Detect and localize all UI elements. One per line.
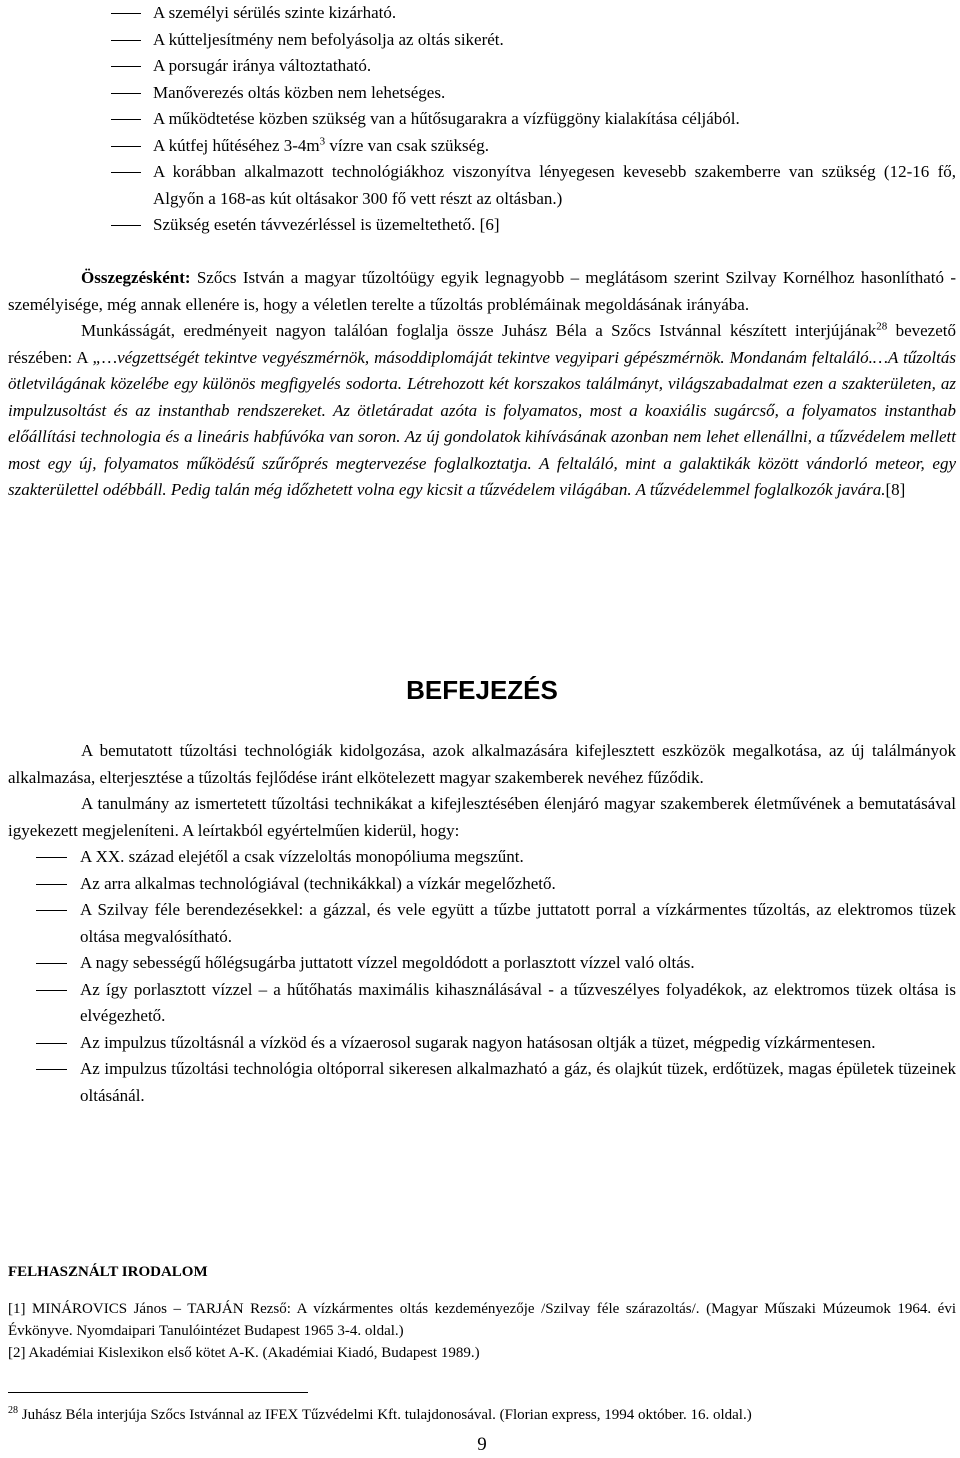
- list-item: [8, 977, 956, 1030]
- dash-bullet: [111, 172, 141, 173]
- top-bullet-list: [8, 0, 956, 239]
- list-item: [8, 871, 956, 898]
- dash-bullet: [111, 93, 141, 94]
- list-item-text: Az impulzus tűzoltási technológia oltóporral sikeresen alkalmazható a gáz, és olajkút tüzek, erdőtüzek, magas épületek tüzeinek oltásánál.: [80, 1059, 956, 1105]
- list-item-text: A kútteljesítmény nem befolyásolja az oltás sikerét.: [153, 29, 504, 49]
- reference-item: [1] MINÁROVICS János – TARJÁN Rezső: A vízkármentes oltás kezdeményezője /Szilvay féle szárazoltás/. (Magyar Műszaki Múzeumok 1964. évi Évkönyve. Nyomdaipari Tanulóintézet Budapest 1965 3-4. oldal.): [8, 1301, 956, 1339]
- dash-bullet: [36, 857, 67, 858]
- list-item: [8, 53, 956, 80]
- quote-text: „…végzettségét tekintve vegyészmérnök, másoddiplomáját tekintve vegyipari gépészmérnök. Mondanám feltaláló.…A tűzoltás ötletvilágának közelébe egy különös megfigyelés sodorta. Létrehozott két korszakos találmányt, világszabadalmat ezen a szakterületen, az impulzusoltást és az instanthab rendszereket. Az ötletáradat azóta is folyamatos, most a koaxiális sugárcső, a folyamatos instanthab előállítási technologia és a lineáris habfúvóka van soron. Az új gondolatok kihívásának azonban nem lehet ellenállni, a tűzvédelem mellett most egy új, folyamatos működésű szűrőprés megtervezése foglalkoztatja. A feltaláló, mint a galaktikák között vándorló meteor, egy szakterülettel odébbáll. Pedig talán még időzhetett volna egy kicsit a tűzvédelem világában. A tűzvédelemmel foglalkozók javára.: [8, 347, 956, 499]
- list-item-text: A nagy sebességű hőlégsugárba juttatott vízzel megoldódott a porlasztott vízzel való oltás.: [80, 953, 695, 972]
- footnote-separator: [8, 1392, 308, 1393]
- list-item-text: Manőverezés oltás közben nem lehetséges.: [153, 82, 446, 102]
- list-item-text: Az arra alkalmas technológiával (technikákkal) a vízkár megelőzhető.: [80, 873, 556, 893]
- summary-lead: Összegzésként:: [81, 268, 191, 287]
- list-item-text: Szükség esetén távvezérléssel is üzemeltethető. [6]: [153, 215, 500, 234]
- list-item-text: vízre van csak szükség.: [325, 135, 489, 155]
- list-item: [8, 133, 956, 160]
- dash-bullet: [111, 119, 141, 120]
- dash-bullet: [36, 1043, 67, 1044]
- dash-bullet: [36, 884, 67, 885]
- reference-item: [2] Akadémiai Kislexikon első kötet A-K. (Akadémiai Kiadó, Budapest 1989.): [8, 1345, 480, 1361]
- list-item: [8, 844, 956, 871]
- list-item-text: A személyi sérülés szinte kizárható.: [153, 3, 397, 22]
- list-item: [8, 950, 956, 977]
- list-item-text: A működtetése közben szükség van a hűtősugarakra a vízfüggöny kialakítása céljából.: [153, 109, 740, 128]
- conclusion-list: [8, 844, 956, 1109]
- dash-bullet: [111, 13, 141, 14]
- footnote: [8, 1404, 956, 1426]
- footnote-number: 28: [8, 1405, 18, 1416]
- summary-paragraph: [8, 265, 956, 318]
- section-heading: BEFEJEZÉS: [406, 675, 558, 705]
- work-paragraph: [8, 318, 956, 504]
- list-item: [8, 0, 956, 27]
- list-item: [8, 212, 956, 239]
- list-item: [8, 80, 956, 107]
- citation: [8]: [885, 480, 906, 499]
- list-item: [8, 897, 956, 950]
- list-item: [8, 1030, 956, 1057]
- list-item-text: A Szilvay féle berendezésekkel: a gázzal, és vele együtt a tűzbe juttatott porral a vízkármentes tűzoltás, az elektromos tüzek oltása megvalósítható.: [80, 900, 956, 946]
- paragraph-text: Munkásságát, eredményeit nagyon találóan foglalja össze Juhász Béla a Szőcs Istvánnal készített interjújának: [81, 321, 877, 340]
- list-item: [8, 27, 956, 54]
- dash-bullet: [111, 40, 141, 41]
- page-number: 9: [477, 1434, 487, 1455]
- list-item-text: A XX. század elejétől a csak vízzeloltás monopóliuma megszűnt.: [80, 847, 524, 866]
- list-item-text: Az így porlasztott vízzel – a hűtőhatás maximális kihasználásával - a tűzveszélyes folyadékok, az elektromos tüzek oltása is elvégezhető.: [80, 979, 956, 1025]
- paragraph: A bemutatott tűzoltási technológiák kidolgozása, azok alkalmazására kifejlesztett eszközök megalkotása, az új találmányok alkalmazása, elterjesztése a tűzoltás fejlődése iránt elkötelezett magyar szakemberek nevéhez fűződik.: [8, 741, 956, 787]
- superscript: 3: [319, 134, 326, 147]
- list-item: [8, 1056, 956, 1109]
- list-item-text: A kútfej hűtéséhez 3-4m: [153, 135, 320, 155]
- list-item-text: Az impulzus tűzoltásnál a vízköd és a vízaerosol sugarak nagyon hatásosan oltják a tüzet, mégpedig vízkármentesen.: [80, 1032, 876, 1052]
- dash-bullet: [111, 225, 141, 226]
- dash-bullet: [111, 146, 141, 147]
- dash-bullet: [111, 66, 141, 67]
- paragraph-text: bevezető részében: A: [8, 321, 956, 367]
- body-text: [8, 265, 956, 504]
- paragraph: A tanulmány az ismertetett tűzoltási technikákat a kifejlesztésében élenjáró magyar szakemberek életművének a bemutatásával igyekezett megjeleníteni. A leírtakból egyértelműen kiderül, hogy:: [8, 794, 956, 840]
- dash-bullet: [36, 910, 67, 911]
- dash-bullet: [36, 990, 67, 991]
- list-item: [8, 106, 956, 133]
- reference-list: [8, 1298, 956, 1364]
- conclusion-section: [8, 738, 956, 1109]
- dash-bullet: [36, 963, 67, 964]
- footnote-ref: 28: [876, 320, 888, 333]
- dash-bullet: [36, 1069, 67, 1070]
- list-item-text: A porsugár iránya változtatható.: [153, 56, 372, 75]
- footnote-text: Juhász Béla interjúja Szőcs Istvánnal az IFEX Tűzvédelmi Kft. tulajdonosával. (Florian express, 1994 október. 16. oldal.): [18, 1407, 752, 1423]
- list-item: [8, 159, 956, 212]
- summary-text: Szőcs István a magyar tűzoltóügy egyik legnagyobb – meglátásom szerint Szilvay Kornélhoz hasonlítható - személyisége, még annak ellenére is, hogy a véletlen terelte a tűzoltás problémáinak megoldásának irányába.: [8, 268, 956, 314]
- literature-title: FELHASZNÁLT IRODALOM: [8, 1264, 208, 1280]
- list-item-text: A korábban alkalmazott technológiákhoz viszonyítva lényegesen kevesebb szakemberre van szükség (12-16 fő, Algyőn a 168-as kút oltásakor 300 fő vett részt az oltásban.): [153, 162, 956, 208]
